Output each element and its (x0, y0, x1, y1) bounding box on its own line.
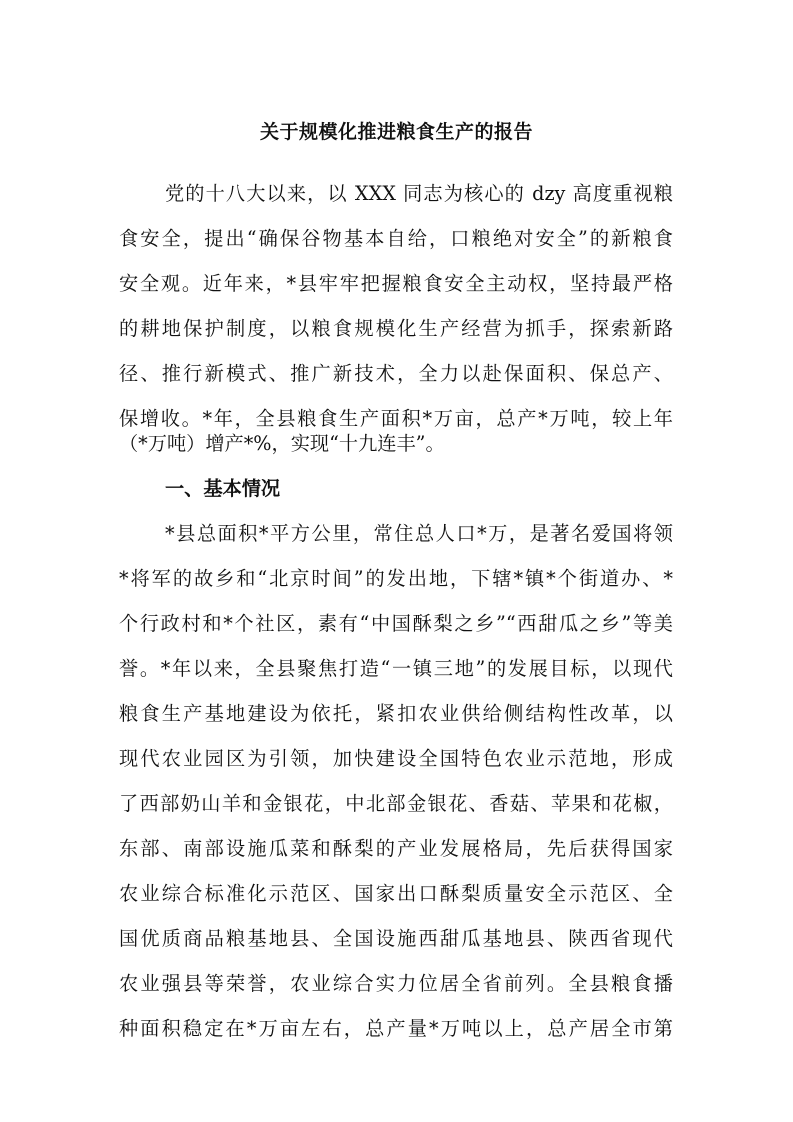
paragraph-2-line: 誉。*年以来，全县聚焦打造“一镇三地”的发展目标，以现代 (119, 657, 673, 680)
section-heading: 一、基本情况 (165, 477, 281, 500)
paragraph-2-line: 种面积稳定在*万亩左右，总产量*万吨以上，总产居全市第 (119, 1017, 673, 1040)
paragraph-2-line: 了西部奶山羊和金银花，中北部金银花、香菇、苹果和花椒， (119, 792, 673, 815)
paragraph-2-line: 粮食生产基地建设为依托，紧扣农业供给侧结构性改革，以 (119, 702, 673, 725)
paragraph-2-line: 农业综合标准化示范区、国家出口酥梨质量安全示范区、全 (119, 882, 673, 905)
paragraph-2-line: 个行政村和*个社区，素有“中国酥梨之乡”“西甜瓜之乡”等美 (119, 612, 673, 635)
paragraph-2-line: 现代农业园区为引领，加快建设全国特色农业示范地，形成 (119, 747, 673, 770)
paragraph-1-line: 的耕地保护制度，以粮食规模化生产经营为抓手，探索新路 (119, 317, 673, 340)
paragraph-1-line: （*万吨）增产*%，实现“十九连丰”。 (119, 432, 445, 455)
paragraph-2-line: 国优质商品粮基地县、全国设施西甜瓜基地县、陕西省现代 (119, 927, 673, 950)
document-title: 关于规模化推进粮食生产的报告 (259, 121, 533, 143)
paragraph-2-line: 农业强县等荣誉，农业综合实力位居全省前列。全县粮食播 (119, 972, 673, 995)
paragraph-2-line: 东部、南部设施瓜菜和酥梨的产业发展格局，先后获得国家 (119, 837, 673, 860)
paragraph-1-line: 径、推行新模式、推广新技术，全力以赴保面积、保总产、 (119, 362, 673, 385)
paragraph-1-line: 党的十八大以来，以 XXX 同志为核心的 dzy 高度重视粮 (165, 182, 673, 205)
paragraph-2-line: *将军的故乡和“北京时间”的发出地，下辖*镇*个街道办、* (119, 567, 673, 590)
paragraph-2-line: *县总面积*平方公里，常住总人口*万，是著名爱国将领 (165, 522, 673, 545)
paragraph-1-line: 安全观。近年来，*县牢牢把握粮食安全主动权，坚持最严格 (119, 272, 673, 295)
paragraph-1-line: 保增收。*年，全县粮食生产面积*万亩，总产*万吨，较上年 (119, 407, 673, 430)
paragraph-1-line: 食安全，提出“确保谷物基本自给，口粮绝对安全”的新粮食 (119, 227, 673, 250)
